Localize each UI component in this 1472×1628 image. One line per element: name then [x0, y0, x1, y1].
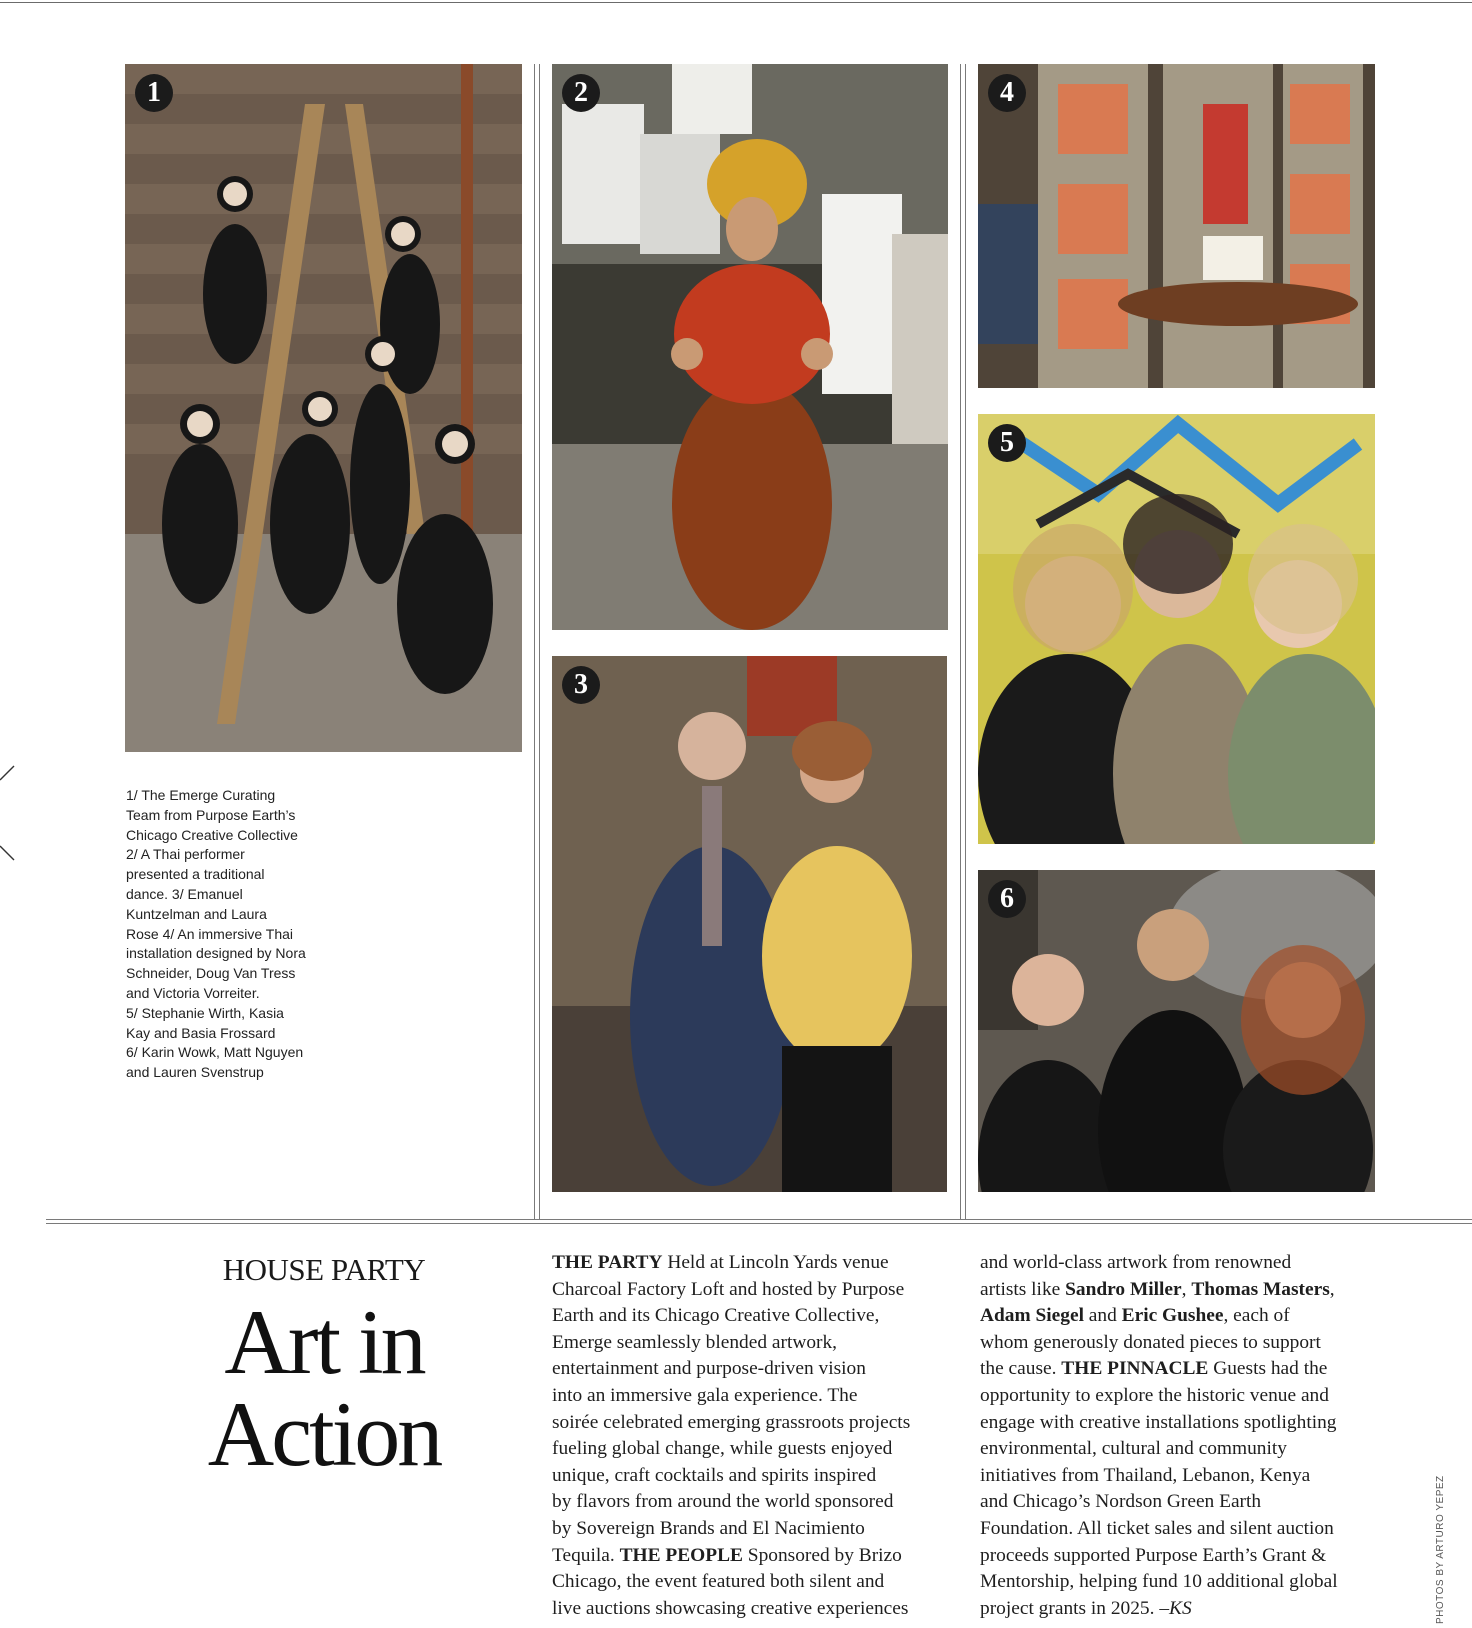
photo-6 [978, 870, 1375, 1192]
column-rule-1 [534, 64, 535, 1220]
body-line: Tequila. THE PEOPLE Sponsored by Brizo [552, 1544, 902, 1566]
body-line: environmental, cultural and community [980, 1438, 1287, 1460]
photo-4-image [978, 64, 1375, 388]
section-rule-upper [46, 1219, 1472, 1220]
body-line: into an immersive gala experience. The [552, 1384, 858, 1406]
column-rule-1b [539, 64, 540, 1220]
caption-line: Schneider, Doug Van Tress [126, 965, 296, 982]
photo-4-number: 4 [988, 74, 1026, 112]
photo-3-image [552, 656, 947, 1192]
subhead-the-people: THE PEOPLE [619, 1544, 743, 1566]
body-line: Earth and its Chicago Creative Collective, [552, 1305, 880, 1327]
photo-6-number: 6 [988, 880, 1026, 918]
photo-3-number: 3 [562, 666, 600, 704]
caption-line: 2/ A Thai performer [126, 846, 245, 863]
caption-line: installation designed by Nora [126, 945, 306, 962]
column-rule-2 [960, 64, 961, 1220]
body-line: Emerge seamlessly blended artwork, [552, 1331, 838, 1353]
caption-line: dance. 3/ Emanuel [126, 885, 243, 902]
body-line: fueling global change, while guests enjoyed [552, 1438, 893, 1460]
headline-line-2: Action [207, 1383, 441, 1485]
photo-4 [978, 64, 1375, 388]
caption-line: 5/ Stephanie Wirth, Kasia [126, 1004, 284, 1021]
photo-6-image [978, 870, 1375, 1192]
headline-line-1: Art in [224, 1291, 424, 1393]
body-line: by Sovereign Brands and El Nacimiento [552, 1517, 865, 1539]
article-column-1 [552, 1250, 937, 1622]
body-line: Chicago, the event featured both silent and [552, 1571, 885, 1593]
body-line: initiatives from Thailand, Lebanon, Kenya [980, 1464, 1311, 1486]
photo-5-image [978, 414, 1375, 844]
article-headline [160, 1291, 488, 1485]
caption-line: 6/ Karin Wowk, Matt Nguyen [126, 1044, 304, 1061]
photo-5 [978, 414, 1375, 844]
body-line: engage with creative installations spotlighting [980, 1411, 1337, 1433]
author-initials: KS [1169, 1597, 1192, 1619]
photo-credit: PHOTOS BY ARTURO YEPEZ [1435, 1475, 1446, 1624]
photo-3 [552, 656, 947, 1192]
body-line: Foundation. All ticket sales and silent auction [980, 1517, 1334, 1539]
caption-line: Rose 4/ An immersive Thai [126, 925, 294, 942]
body-line: Adam Siegel and Eric Gushee, each of [980, 1305, 1290, 1327]
caption-line: 1/ The Emerge Curating [126, 787, 276, 803]
caption-line: and Lauren Svenstrup [126, 1064, 264, 1081]
body-line: proceeds supported Purpose Earth’s Grant & [980, 1544, 1327, 1566]
subhead-the-pinnacle: THE PINNACLE [1061, 1358, 1209, 1380]
section-kicker: HOUSE PARTY [222, 1252, 426, 1287]
body-line: whom generously donated pieces to support [980, 1331, 1321, 1353]
body-line: and world-class artwork from renowned [980, 1252, 1292, 1273]
top-rule [0, 2, 1472, 3]
body-line: by flavors from around the world sponsored [552, 1491, 894, 1513]
body-line: THE PARTY Held at Lincoln Yards venue [552, 1252, 889, 1273]
caption-line: Team from Purpose Earth’s [126, 806, 296, 823]
body-line: and Chicago’s Nordson Green Earth [980, 1491, 1262, 1513]
photo-1 [125, 64, 522, 752]
body-line: entertainment and purpose-driven vision [552, 1358, 866, 1380]
photo-5-number: 5 [988, 424, 1026, 462]
body-line: live auctions showcasing creative experiences [552, 1597, 909, 1619]
column-rule-2b [965, 64, 966, 1220]
body-line: Mentorship, helping fund 10 additional global [980, 1571, 1338, 1593]
body-line: soirée celebrated emerging grassroots projects [552, 1411, 911, 1433]
body-line: opportunity to explore the historic venue and [980, 1384, 1329, 1406]
body-line: Charcoal Factory Loft and hosted by Purpose [552, 1278, 905, 1300]
photo-caption [126, 786, 336, 1083]
subhead-the-party: THE PARTY [552, 1252, 663, 1273]
body-line: the cause. THE PINNACLE Guests had the [980, 1358, 1328, 1380]
caption-line: and Victoria Vorreiter. [126, 984, 260, 1001]
body-line: artists like Sandro Miller, Thomas Masters, [980, 1278, 1335, 1300]
caption-line: Kuntzelman and Laura [126, 905, 267, 922]
body-line: project grants in 2025. –KS [980, 1597, 1192, 1619]
photo-2 [552, 64, 948, 630]
section-rule-lower [46, 1223, 1472, 1224]
photo-2-number: 2 [562, 74, 600, 112]
caption-line: presented a traditional [126, 866, 265, 883]
caption-line: Kay and Basia Frossard [126, 1024, 276, 1041]
chevron-left-icon[interactable] [0, 760, 16, 866]
photo-1-image [125, 64, 522, 752]
photo-2-image [552, 64, 948, 630]
caption-line: Chicago Creative Collective [126, 826, 298, 843]
photo-1-number: 1 [135, 74, 173, 112]
article-column-2 [980, 1250, 1365, 1622]
body-line: unique, craft cocktails and spirits inspired [552, 1464, 877, 1486]
